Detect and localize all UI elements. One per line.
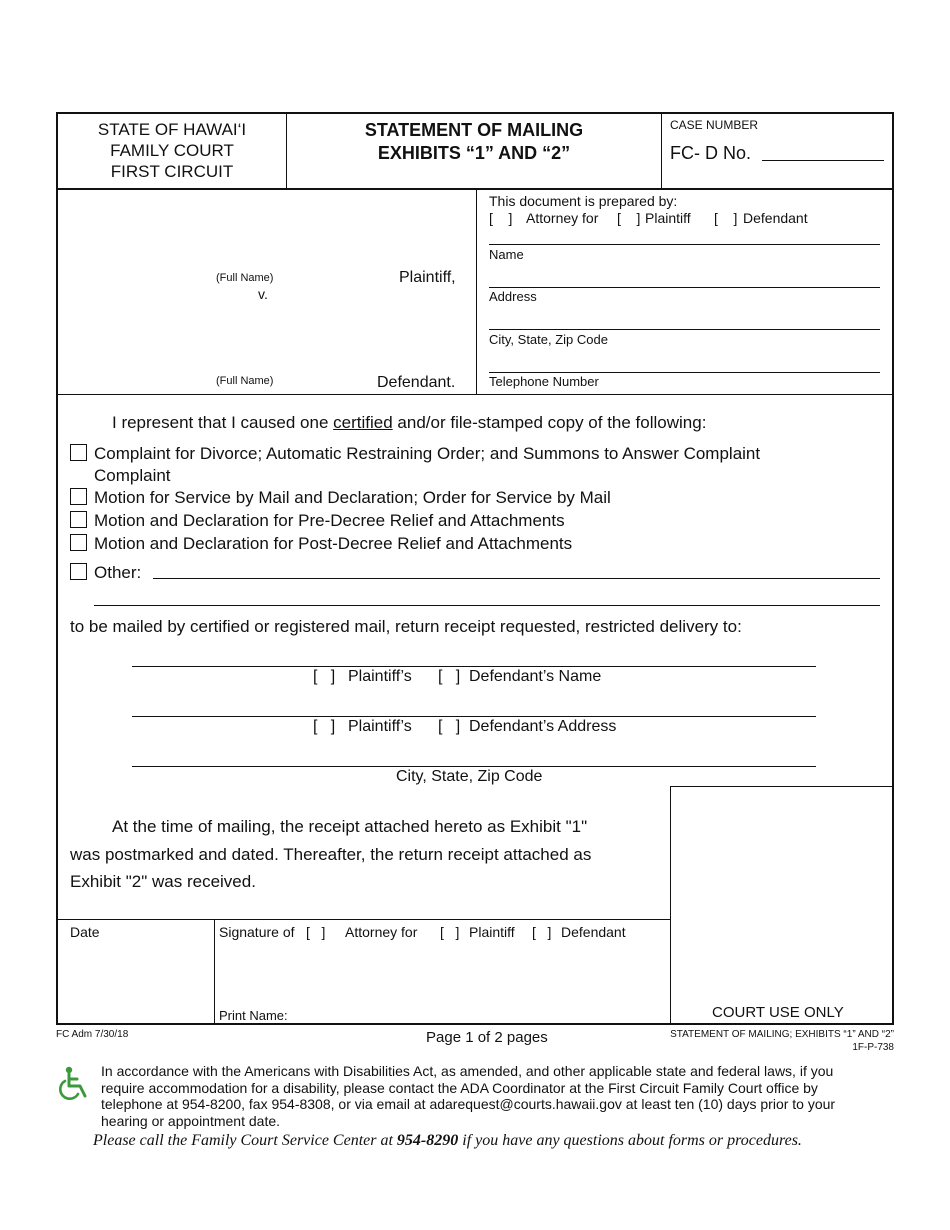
recipient-address-defendant-checkbox[interactable]: [ ] xyxy=(438,718,461,735)
signature-attorney-label: Attorney for xyxy=(345,924,418,940)
court-use-only-label: COURT USE ONLY xyxy=(712,1004,844,1021)
form-id: FC Adm 7/30/18 xyxy=(56,1029,129,1040)
document-title: STATEMENT OF MAILING EXHIBITS “1” AND “2” xyxy=(364,120,584,163)
recipient-address-field[interactable] xyxy=(132,716,816,717)
other-checkbox[interactable] xyxy=(70,563,87,580)
item-checkbox-2[interactable] xyxy=(70,488,87,505)
signature-of-label: Signature of xyxy=(219,924,295,940)
item-checkbox-1[interactable] xyxy=(70,444,87,461)
court-name: STATE OF HAWAI‘I FAMILY COURT FIRST CIRCUIT xyxy=(97,120,247,181)
prepared-by-defendant-label: Defendant xyxy=(743,210,808,226)
item-label-2: Motion for Service by Mail and Declaration; Order for Service by Mail xyxy=(94,488,611,507)
plaintiff-full-name-label: (Full Name) xyxy=(216,272,274,284)
header-bottom-rule xyxy=(57,188,893,190)
signature-plaintiff-label: Plaintiff xyxy=(469,924,515,940)
item-label-3: Motion and Declaration for Pre-Decree Relief and Attachments xyxy=(94,511,565,530)
recipient-name-plaintiff-checkbox[interactable]: [ ] xyxy=(313,668,336,685)
signature-attorney-checkbox[interactable]: [ ] xyxy=(306,924,326,940)
recipient-name-defendant-checkbox[interactable]: [ ] xyxy=(438,668,461,685)
wheelchair-icon xyxy=(58,1066,92,1102)
city-field[interactable] xyxy=(489,329,880,330)
signature-defendant-checkbox[interactable]: [ ] xyxy=(532,924,552,940)
signature-divider xyxy=(214,919,215,1024)
prepared-by-defendant-checkbox[interactable]: [ ] xyxy=(714,210,738,226)
mailing-line-2: was postmarked and dated. Thereafter, the return receipt attached as xyxy=(70,845,592,864)
intro-text: I represent that I caused one certified and/or file-stamped copy of the following: xyxy=(112,413,707,432)
recipient-city-label: City, State, Zip Code xyxy=(396,768,543,785)
address-field[interactable] xyxy=(489,287,880,288)
date-label: Date xyxy=(70,924,100,940)
intro-underlined-word: certified xyxy=(333,413,393,432)
header-divider-2 xyxy=(661,113,662,189)
mailing-line-3: Exhibit "2" was received. xyxy=(70,872,256,891)
signature-defendant-label: Defendant xyxy=(561,924,626,940)
city-label: City, State, Zip Code xyxy=(489,332,608,347)
other-field-line-2[interactable] xyxy=(94,605,880,606)
case-number-prefix: FC- D No. xyxy=(670,143,751,163)
case-number-label: CASE NUMBER xyxy=(670,118,759,132)
item-checkbox-4[interactable] xyxy=(70,534,87,551)
signature-top-rule xyxy=(57,919,670,920)
phone-label: Telephone Number xyxy=(489,374,599,389)
plaintiff-label: Plaintiff, xyxy=(399,269,456,286)
item-label-1-continuation: Complaint xyxy=(94,466,171,485)
recipient-address-plaintiff-checkbox[interactable]: [ ] xyxy=(313,718,336,735)
defendant-full-name-label: (Full Name) xyxy=(216,375,274,387)
prepared-by-plaintiff-label: Plaintiff xyxy=(645,210,691,226)
court-use-top-rule xyxy=(670,786,893,787)
prepared-by-title: This document is prepared by: xyxy=(489,193,678,209)
mailing-line-1: At the time of mailing, the receipt attached hereto as Exhibit "1" xyxy=(112,817,588,836)
case-number-field[interactable] xyxy=(762,160,884,161)
service-center-notice: Please call the Family Court Service Center at 954-8290 if you have any questions about forms or procedures. xyxy=(93,1132,802,1149)
recipient-address-plaintiff-label: Plaintiff’s xyxy=(348,718,412,735)
item-label-1: Complaint for Divorce; Automatic Restraining Order; and Summons to Answer Complaint xyxy=(94,444,761,463)
footer-doc-code: 1F-P-738 xyxy=(852,1042,894,1053)
phone-field[interactable] xyxy=(489,372,880,373)
print-name-label: Print Name: xyxy=(219,1008,288,1023)
recipient-name-field[interactable] xyxy=(132,666,816,667)
recipient-name-plaintiff-label: Plaintiff’s xyxy=(348,668,412,685)
ada-notice: In accordance with the Americans with Disabilities Act, as amended, and other applicable state and federal laws, if you require accommodation for a disability, please contact the ADA Coordinator at the First Circuit Family Court office by telephone at 954-8200, fax 954-8308, or via email at adarequest@courts.hawaii.gov at least ten (10) days prior to your hearing or appointment date. xyxy=(101,1063,836,1129)
versus-label: v. xyxy=(258,286,268,302)
recipient-city-field[interactable] xyxy=(132,766,816,767)
parties-divider xyxy=(476,189,477,394)
page-number: Page 1 of 2 pages xyxy=(426,1029,548,1046)
item-label-4: Motion and Declaration for Post-Decree Relief and Attachments xyxy=(94,534,573,553)
prepared-by-attorney-label: Attorney for xyxy=(526,210,599,226)
court-use-left-rule xyxy=(670,786,671,1024)
defendant-label: Defendant. xyxy=(377,374,456,391)
prepared-by-attorney-checkbox[interactable]: [ ] xyxy=(489,210,513,226)
parties-bottom-rule xyxy=(57,394,893,395)
mailed-text: to be mailed by certified or registered mail, return receipt requested, restricted delivery to: xyxy=(70,617,742,636)
recipient-address-defendant-label: Defendant’s Address xyxy=(469,718,617,735)
recipient-name-defendant-label: Defendant’s Name xyxy=(469,668,602,685)
signature-plaintiff-checkbox[interactable]: [ ] xyxy=(440,924,460,940)
name-label: Name xyxy=(489,247,524,262)
other-field-line-1[interactable] xyxy=(153,578,880,579)
other-label: Other: xyxy=(94,563,142,582)
name-field[interactable] xyxy=(489,244,880,245)
address-label: Address xyxy=(489,289,537,304)
service-center-phone: 954-8290 xyxy=(396,1132,459,1149)
footer-doc-title: STATEMENT OF MAILING; EXHIBITS “1” AND “2” xyxy=(670,1029,894,1040)
item-checkbox-3[interactable] xyxy=(70,511,87,528)
prepared-by-plaintiff-checkbox[interactable]: [ ] xyxy=(617,210,641,226)
